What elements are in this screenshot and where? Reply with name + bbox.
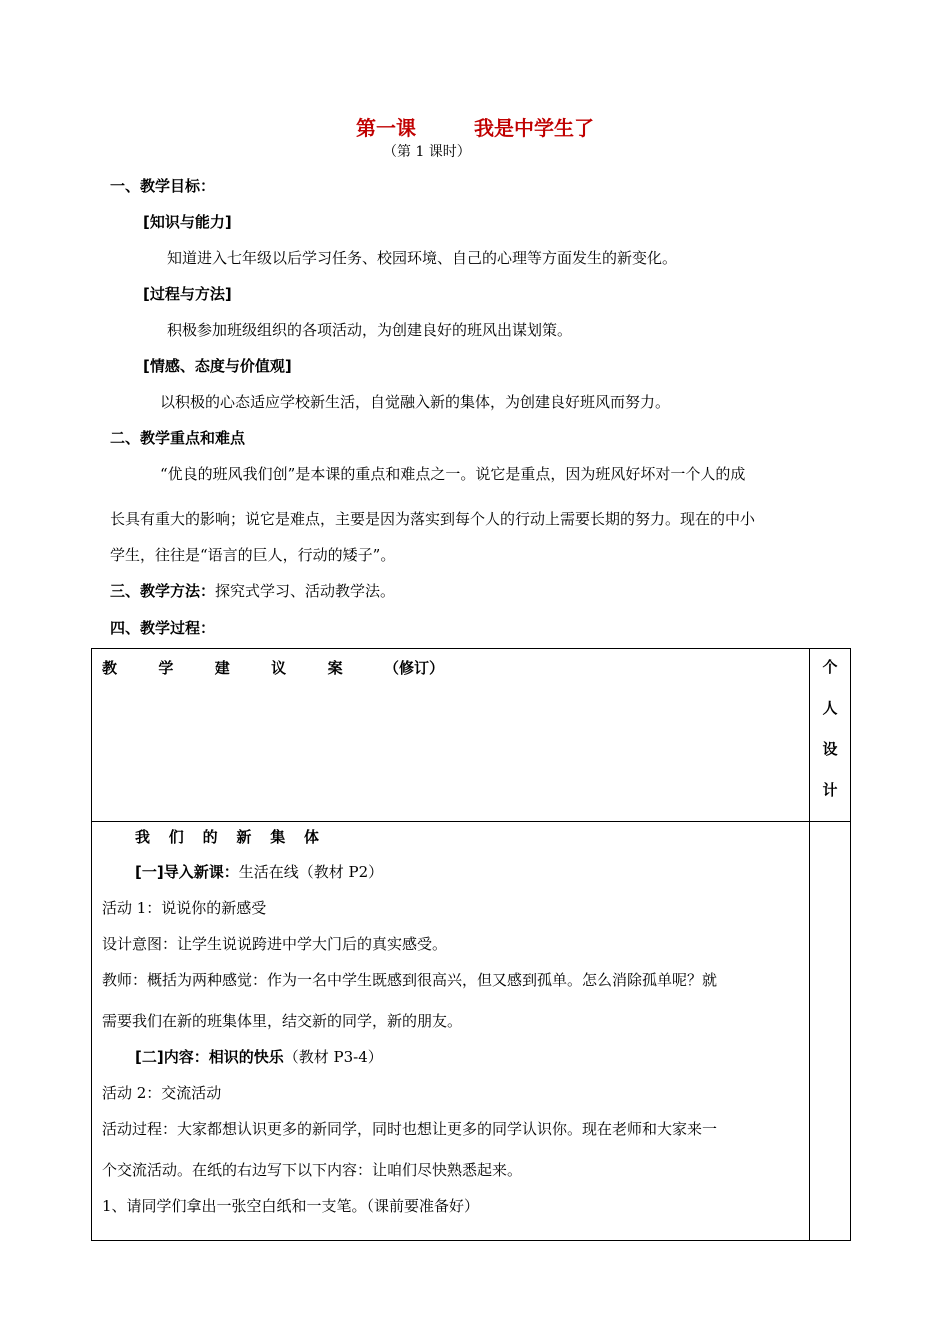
knowledge-text: 知道进入七年级以后学习任务、校园环境、自己的心理等方面发生的新变化。	[167, 249, 678, 267]
intro-text: 生活在线（教材 P2）	[238, 863, 384, 881]
design-intent: 设计意图：让学生说说跨进中学大门后的真实感受。	[102, 935, 448, 953]
collective-char: 我	[135, 828, 151, 846]
header-char: 建	[214, 659, 230, 677]
intro-row	[135, 862, 383, 882]
teacher-line-2: 需要我们在新的班集体里，结交新的同学，新的朋友。	[102, 1012, 463, 1030]
activity-process-2: 个交流活动。在纸的右边写下以下内容：让咱们尽快熟悉起来。	[102, 1161, 523, 1179]
emotion-heading: [情感、态度与价值观]	[143, 357, 292, 375]
content-row	[135, 1047, 383, 1067]
title-lesson: 第一课	[356, 116, 416, 140]
teacher-line-1: 教师：概括为两种感觉：作为一名中学生既感到很高兴，但又感到孤单。怎么消除孤单呢？就	[102, 971, 718, 989]
process-skill-text: 积极参加班级组织的各项活动，为创建良好的班风出谋划策。	[167, 321, 573, 339]
step-1: 1、请同学们拿出一张空白纸和一支笔。（课前要准备好）	[102, 1197, 480, 1215]
collective-char: 体	[303, 828, 319, 846]
side-char: 个	[822, 658, 838, 676]
side-char: 计	[822, 781, 838, 799]
method-heading: 三、教学方法：	[110, 582, 216, 600]
process-heading: 四、教学过程：	[110, 619, 216, 637]
content-text: （教材 P3-4）	[283, 1048, 383, 1066]
header-revision: （修订）	[383, 659, 444, 677]
focus-line-3: 学生，往往是“语言的巨人，行动的矮子”。	[110, 546, 396, 564]
method-text: 探究式学习、活动教学法。	[215, 582, 396, 600]
collective-char: 新	[236, 828, 252, 846]
collective-char: 们	[168, 828, 184, 846]
collective-char: 的	[202, 828, 218, 846]
subtitle-period: （第 1 课时）	[383, 144, 471, 160]
process-skill-heading: [过程与方法]	[143, 285, 232, 303]
side-char: 人	[822, 699, 838, 717]
plan-content-cell	[92, 822, 810, 1241]
focus-heading: 二、教学重点和难点	[110, 429, 246, 447]
activity-2: 活动 2：交流活动	[102, 1084, 222, 1102]
header-char: 议	[271, 659, 287, 677]
section-title-collective	[135, 826, 319, 847]
header-char: 案	[327, 659, 343, 677]
side-char: 设	[822, 740, 838, 758]
page-title	[0, 112, 950, 141]
knowledge-heading: [知识与能力]	[143, 213, 232, 231]
focus-line-1: “优良的班风我们创”是本课的重点和难点之一。说它是重点，因为班风好坏对一个人的成	[160, 465, 746, 483]
lesson-plan-table	[91, 648, 851, 1241]
emotion-text: 以积极的心态适应学校新生活，自觉融入新的集体，为创建良好班风而努力。	[160, 393, 671, 411]
intro-heading: [一]导入新课：	[135, 863, 239, 881]
activity-process-1: 活动过程：大家都想认识更多的新同学，同时也想让更多的同学认识你。现在老师和大家来一	[102, 1120, 718, 1138]
title-topic: 我是中学生了	[474, 116, 594, 140]
header-char: 教	[102, 659, 118, 677]
focus-line-2: 长具有重大的影响；说它是难点，主要是因为落实到每个人的行动上需要长期的努力。现在的中小	[110, 510, 756, 528]
plan-header-cell	[92, 649, 810, 822]
plan-header-title	[102, 657, 444, 678]
activity-1: 活动 1：说说你的新感受	[102, 899, 267, 917]
objectives-heading: 一、教学目标：	[110, 177, 216, 195]
personal-design-cell	[810, 822, 851, 1241]
header-char: 学	[158, 659, 174, 677]
method-row	[110, 581, 395, 601]
content-heading: [二]内容：相识的快乐	[135, 1048, 284, 1066]
collective-char: 集	[270, 828, 286, 846]
personal-design-header	[810, 649, 851, 822]
